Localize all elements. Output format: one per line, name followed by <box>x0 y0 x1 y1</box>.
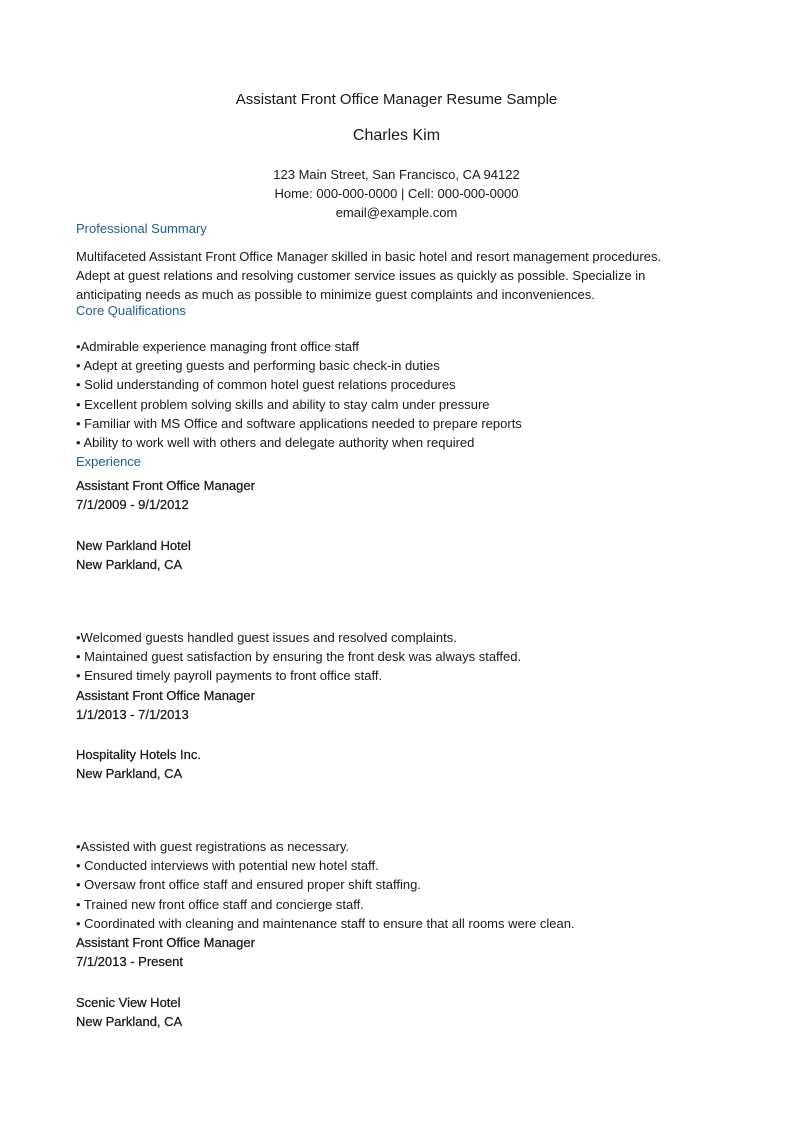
summary-line: anticipating needs as much as possible to minimize guest complaints and inconveniences. <box>76 287 595 302</box>
list-item: • Adept at greeting guests and performing basic check-in duties <box>76 358 440 374</box>
list-item: •Admirable experience managing front office staff <box>76 339 360 354</box>
list-item: • Conducted interviews with potential new hotel staff. <box>76 858 379 874</box>
list-item: • Ability to work well with others and delegate authority when required <box>76 435 475 451</box>
contact-address: 123 Main Street, San Francisco, CA 94122 <box>273 167 520 182</box>
document-title: Assistant Front Office Manager Resume Sample <box>235 91 558 108</box>
job-company: Hospitality Hotels Inc. <box>76 747 201 762</box>
contact-email: email@example.com <box>335 205 458 220</box>
qualifications-list <box>76 337 726 452</box>
list-item: • Maintained guest satisfaction by ensuring the front desk was always staffed. <box>76 649 522 665</box>
summary-heading: Professional Summary <box>76 221 207 236</box>
list-item: •Assisted with guest registrations as necessary. <box>76 839 350 854</box>
list-item: • Coordinated with cleaning and maintenance staff to ensure that all rooms were clean. <box>76 915 575 931</box>
job-position: Assistant Front Office Manager <box>76 935 255 950</box>
list-item: •Welcomed guests handled guest issues and resolved complaints. <box>76 630 457 645</box>
list-item: • Trained new front office staff and concierge staff. <box>76 896 364 912</box>
list-item: • Ensured timely payroll payments to front office staff. <box>76 668 383 684</box>
job-company: Scenic View Hotel <box>76 995 181 1010</box>
candidate-name: Charles Kim <box>352 127 441 144</box>
job-dates: 1/1/2013 - 7/1/2013 <box>76 707 189 722</box>
list-item: • Solid understanding of common hotel guest relations procedures <box>76 377 456 393</box>
job-company: New Parkland Hotel <box>76 538 191 553</box>
job-location: New Parkland, CA <box>76 766 183 781</box>
list-item: • Familiar with MS Office and software applications needed to prepare reports <box>76 415 522 431</box>
qualifications-heading: Core Qualifications <box>76 303 186 318</box>
summary-paragraph <box>76 247 726 304</box>
experience-heading: Experience <box>76 454 142 469</box>
summary-line: Multifaceted Assistant Front Office Manager skilled in basic hotel and resort management procedures. <box>76 249 662 264</box>
summary-line: Adept at guest relations and resolving customer service issues as quickly as possible. Specialize in <box>76 268 646 283</box>
list-item: • Oversaw front office staff and ensured proper shift staffing. <box>76 877 421 893</box>
job-duties-list <box>76 837 726 933</box>
job-dates: 7/1/2013 - Present <box>76 954 183 969</box>
job-location: New Parkland, CA <box>76 557 183 572</box>
job-position: Assistant Front Office Manager <box>76 688 255 703</box>
contact-phones: Home: 000-000-0000 | Cell: 000-000-0000 <box>274 186 519 201</box>
job-dates: 7/1/2009 - 9/1/2012 <box>76 497 189 512</box>
job-position: Assistant Front Office Manager <box>76 478 255 493</box>
job-duties-list <box>76 628 726 686</box>
list-item: • Excellent problem solving skills and ability to stay calm under pressure <box>76 396 490 412</box>
job-location: New Parkland, CA <box>76 1014 183 1029</box>
